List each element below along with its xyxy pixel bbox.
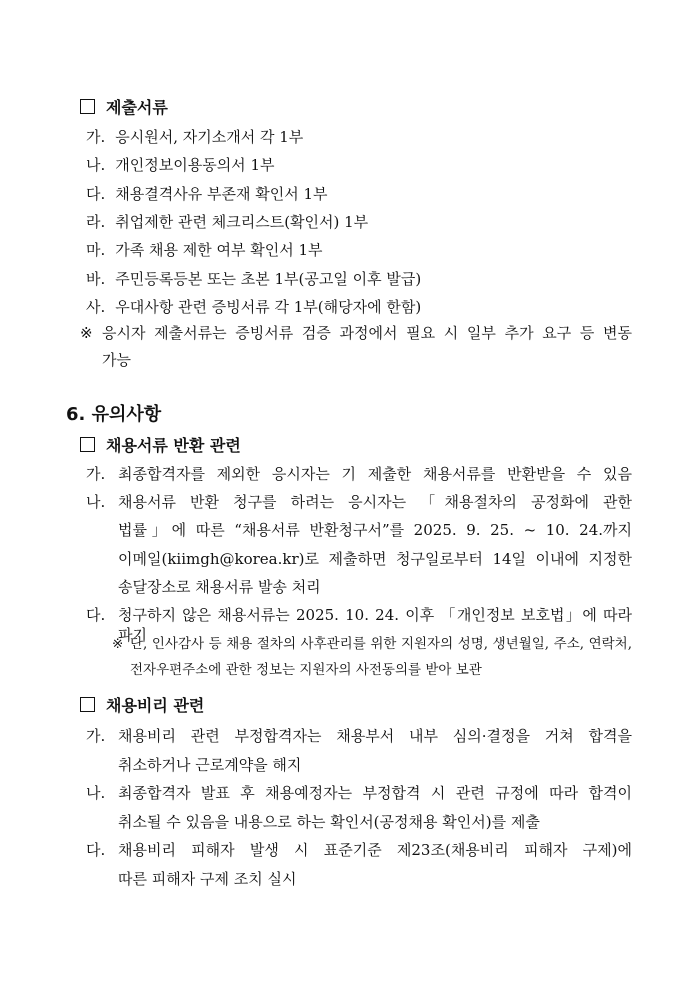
- item-marker: 다.: [86, 184, 106, 203]
- item-marker: 마.: [86, 241, 106, 260]
- section-heading: [80, 98, 168, 118]
- checkbox-square-icon: [80, 99, 95, 114]
- item-text: 응시원서, 자기소개서 각 1부: [115, 128, 304, 146]
- item-text: 취업제한 관련 체크리스트(확인서) 1부: [115, 212, 369, 231]
- note-line: 응시자 제출서류는 증빙서류 검증 과정에서 필요 시 일부 추가 요구 등 변동: [102, 324, 632, 342]
- note-marker: ※: [112, 636, 124, 652]
- item-line: 청구하지 않은 채용서류는 2025. 10. 24. 이후 「개인정보 보호법」에 따라 파기: [118, 606, 632, 644]
- note: [112, 634, 632, 654]
- list-item: [86, 155, 274, 175]
- section-title: 6. 유의사항: [66, 404, 162, 425]
- item-line: 최종합격자 발표 후 채용예정자는 부정합격 시 관련 규정에 따라 합격이: [118, 784, 632, 802]
- item-marker: 나.: [86, 784, 106, 802]
- item-marker: 나.: [86, 493, 106, 512]
- item-marker: 나.: [86, 156, 106, 175]
- item-text: 주민등록등본 또는 초본 1부(공고일 이후 발급): [115, 269, 422, 288]
- item-line: 채용비리 관련 부정합격자는 채용부서 내부 심의·결정을 거쳐 합격을: [118, 727, 632, 745]
- item-line: 따른 피해자 구제 조치 실시: [118, 869, 297, 888]
- item-line: 최종합격자를 제외한 응시자는 기 제출한 채용서류를 반환받을 수 있음: [118, 465, 632, 483]
- item-marker: 바.: [86, 269, 106, 288]
- item-line: 취소하거나 근로계약을 해지: [118, 755, 302, 774]
- item-line: 채용서류 반환 청구를 하려는 응시자는 「채용절차의 공정화에 관한: [118, 493, 632, 512]
- heading-text: 채용서류 반환 관련: [106, 436, 241, 455]
- list-item: [86, 297, 421, 317]
- list-item: [86, 127, 303, 147]
- item-line: 이메일(kiimgh@korea.kr)로 제출하면 청구일로부터 14일 이내에 지정한: [118, 549, 632, 568]
- checkbox-square-icon: [80, 697, 95, 712]
- subsection-heading: [80, 436, 241, 456]
- item-marker: 다.: [86, 841, 106, 859]
- checkbox-square-icon: [80, 437, 95, 452]
- heading-text: 제출서류: [106, 98, 168, 117]
- item-line: 송달장소로 채용서류 발송 처리: [118, 577, 321, 596]
- item-marker: 라.: [86, 212, 106, 231]
- item-marker: 다.: [86, 606, 106, 624]
- note-line: 전자우편주소에 관한 정보는 지원자의 사전동의를 받아 보관: [130, 662, 482, 678]
- item-text: 우대사항 관련 증빙서류 각 1부(해당자에 한함): [115, 297, 422, 316]
- item-marker: 가.: [86, 128, 106, 146]
- list-item: [86, 212, 368, 232]
- item-text: 채용결격사유 부존재 확인서 1부: [115, 184, 328, 203]
- item-line: 법률」에 따른 “채용서류 반환청구서”를 2025. 9. 25. ~ 10. 24.까지: [118, 521, 632, 540]
- item-marker: 가.: [86, 465, 106, 483]
- item-line: 채용비리 피해자 발생 시 표준기준 제23조(채용비리 피해자 구제)에: [118, 841, 632, 859]
- item-line: 취소될 수 있음을 내용으로 하는 확인서(공정채용 확인서)를 제출: [118, 812, 540, 831]
- item-marker: 사.: [86, 297, 106, 316]
- list-item: [86, 240, 323, 260]
- note-line: 가능: [102, 351, 131, 369]
- item-text: 개인정보이용동의서 1부: [115, 156, 275, 175]
- heading-text: 채용비리 관련: [106, 696, 205, 715]
- note: [80, 323, 632, 343]
- list-item: [86, 184, 328, 204]
- note-line: 단, 인사감사 등 채용 절차의 사후관리를 위한 지원자의 성명, 생년월일, 주소, 연락처,: [130, 636, 632, 652]
- note-marker: ※: [80, 324, 93, 342]
- item-text: 가족 채용 제한 여부 확인서 1부: [115, 241, 323, 260]
- list-item: [86, 269, 421, 289]
- subsection-heading: [80, 696, 204, 716]
- item-marker: 가.: [86, 727, 106, 745]
